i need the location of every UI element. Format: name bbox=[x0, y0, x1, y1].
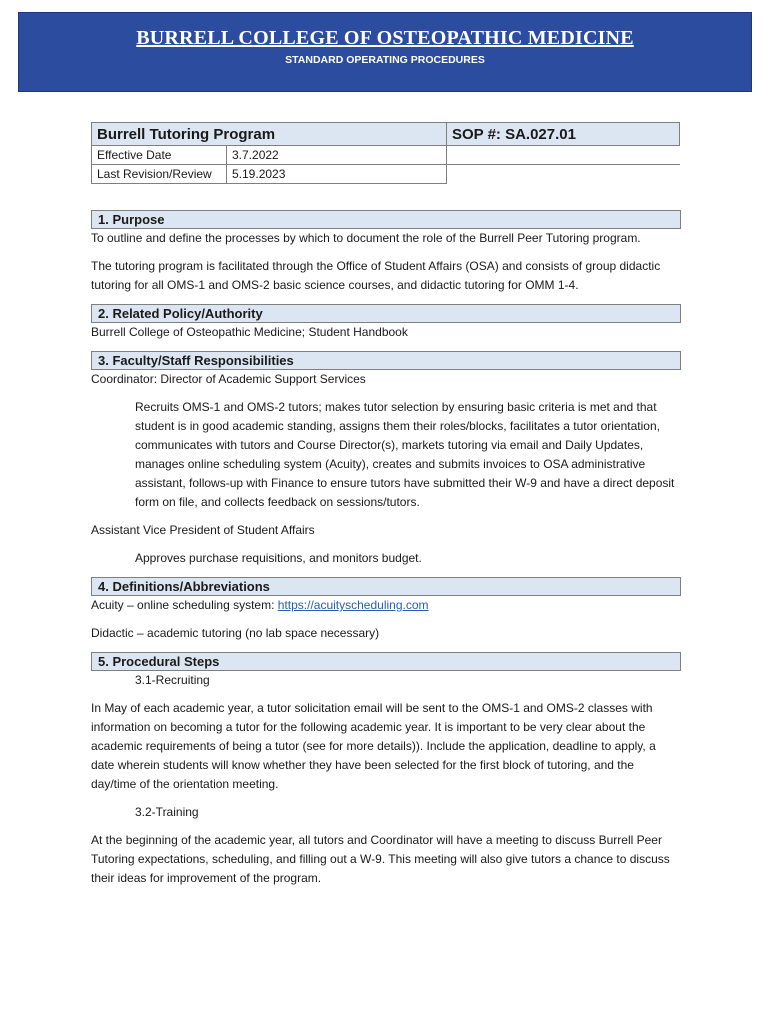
revision-date-label: Last Revision/Review bbox=[92, 165, 227, 184]
recruiting-paragraph: In May of each academic year, a tutor solicitation email will be sent to the OMS-1 and OMS-2 classes with information on becoming a tutor for the following academic year. It is important to be very clear about the academic requirements of being a tutor (see for more details)). Include the application, deadline to apply, a date wherein students will know whether they have been selected for the first block of tutoring, and the day/time of the orientation meeting. bbox=[91, 701, 656, 791]
section-heading-policy: 2. Related Policy/Authority bbox=[91, 304, 681, 323]
avp-title: Assistant Vice President of Student Affairs bbox=[91, 523, 315, 537]
acuity-link[interactable]: https://acuityscheduling.com bbox=[277, 598, 429, 612]
revision-date-value: 5.19.2023 bbox=[227, 165, 447, 184]
sop-title: Burrell Tutoring Program bbox=[92, 123, 447, 146]
revision-date-row bbox=[92, 165, 680, 184]
purpose-paragraph-1: To outline and define the processes by which to document the role of the Burrell Peer Tutoring program. bbox=[91, 231, 641, 245]
coordinator-title: Coordinator: Director of Academic Support Services bbox=[91, 372, 366, 386]
definition-didactic: Didactic – academic tutoring (no lab space necessary) bbox=[91, 626, 380, 640]
effective-date-row bbox=[92, 146, 680, 165]
document-subtitle: STANDARD OPERATING PROCEDURES bbox=[285, 54, 485, 66]
training-paragraph: At the beginning of the academic year, all tutors and Coordinator will have a meeting to discuss Burrell Peer Tutoring expectations, scheduling, and filling out a W-9. This meeting will also give tutors a chance to discuss their ideas for improvement of the program. bbox=[91, 833, 670, 885]
institution-title: BURRELL COLLEGE OF OSTEOPATHIC MEDICINE bbox=[136, 27, 634, 49]
sop-number: SOP #: SA.027.01 bbox=[447, 123, 680, 146]
section-heading-responsibilities: 3. Faculty/Staff Responsibilities bbox=[91, 351, 681, 370]
policy-paragraph: Burrell College of Osteopathic Medicine; Student Handbook bbox=[91, 325, 408, 339]
section-heading-purpose: 1. Purpose bbox=[91, 210, 681, 229]
section-heading-procedures: 5. Procedural Steps bbox=[91, 652, 681, 671]
definition-acuity bbox=[91, 596, 681, 615]
subheading-training: 3.2-Training bbox=[135, 805, 199, 819]
definition-acuity-text: Acuity – online scheduling system: bbox=[91, 598, 278, 612]
avp-description: Approves purchase requisitions, and monitors budget. bbox=[135, 551, 422, 565]
coordinator-description: Recruits OMS-1 and OMS-2 tutors; makes tutor selection by ensuring basic criteria is met and that student is in good academic standing, assigns them their roles/blocks, facilitates a tutor orientation, communicates with tutors and Course Director(s), markets tutoring via email and Daily Updates, manages online scheduling system (Acuity), creates and submits invoices to OSA administrative assistant, follows-up with Finance to ensure tutors have submitted their W-9 and have a direct deposit form on file, and collects feedback on sessions/tutors. bbox=[135, 400, 675, 509]
effective-date-label: Effective Date bbox=[92, 146, 227, 165]
section-heading-definitions: 4. Definitions/Abbreviations bbox=[91, 577, 681, 596]
purpose-paragraph-2: The tutoring program is facilitated through the Office of Student Affairs (OSA) and consists of group didactic tutoring for all OMS-1 and OMS-2 basic science courses, and didactic tutoring for OMM 1-4. bbox=[91, 259, 661, 292]
header-banner bbox=[18, 12, 752, 92]
subheading-recruiting: 3.1-Recruiting bbox=[135, 673, 210, 687]
sop-title-row bbox=[92, 123, 680, 146]
effective-date-value: 3.7.2022 bbox=[227, 146, 447, 165]
sop-info-table bbox=[91, 122, 680, 184]
document-body bbox=[91, 210, 681, 888]
